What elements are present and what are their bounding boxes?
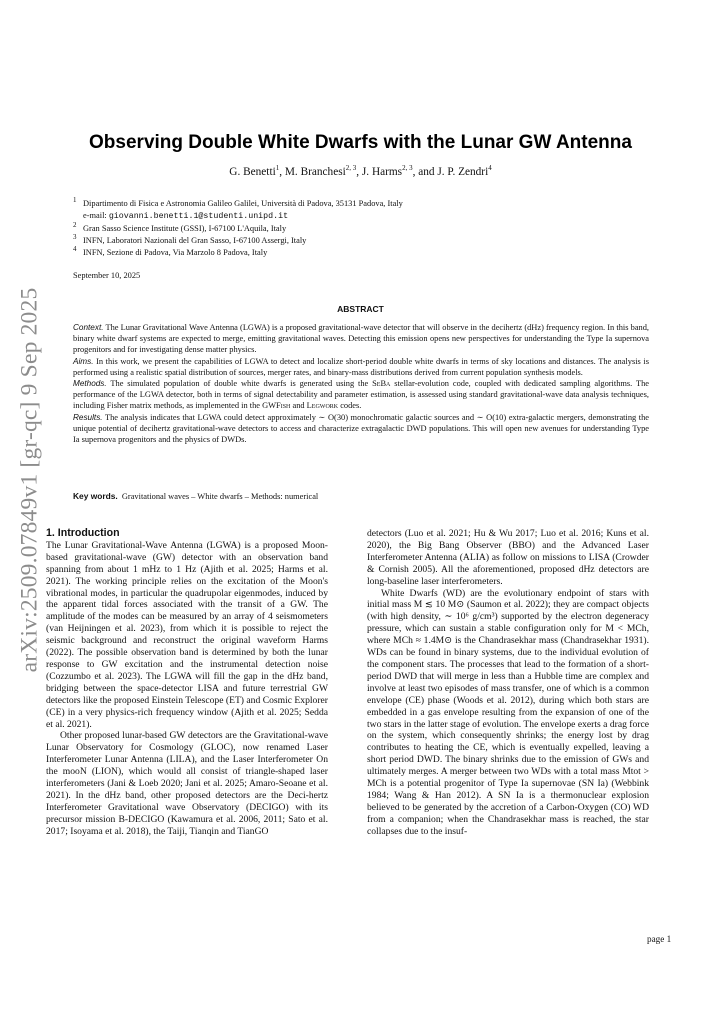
- arxiv-sidebar-stamp: [10, 287, 50, 673]
- author-name: J. P. Zendri: [437, 166, 489, 178]
- section-heading: 1. Introduction: [46, 527, 120, 539]
- body-paragraph: detectors (Luo et al. 2021; Hu & Wu 2017; Luo et al. 2016; Kuns et al. 2020), the Big Bang Observer (BBO) and the Advanced Laser Interferometer Antenna (ALIA) as follow on missions to LISA (Crowder & Cornish 2005). All the aforementioned, proposed dHz detectors are long-baseline laser interferometers.: [367, 528, 649, 587]
- page-number: page 1: [647, 934, 672, 944]
- abstract-methods-text: and: [290, 401, 307, 411]
- code-name-legwork: Legwork: [306, 401, 339, 411]
- abstract-methods-text: stellar-evolution code, coupled with dedicated sampling algorithms. The performance of the LGWA detector, both in terms of signal detectability and parameter estimation, is assessed using standard gravitational-wave data analysis techniques, including Fisher matrix methods, as implemented in the: [73, 379, 649, 411]
- author-affiliation-mark: 4: [488, 164, 492, 173]
- abstract-heading: ABSTRACT: [337, 304, 384, 314]
- abstract-results: [73, 412, 649, 446]
- abstract-results-text: The analysis indicates that LGWA could detect approximately ∼ O(30) monochromatic galactic sources and ∼ O(10) extra-galactic mergers, demonstrating the unique potential of decihertz gravitational-wave detectors to access and characterize extragalactic DWD populations. This will open new avenues for understanding Type Ia supernova progenitors and the physics of DWDs.: [73, 412, 649, 445]
- corresponding-email: [83, 210, 653, 223]
- code-name-gwfish: GWFish: [262, 401, 291, 411]
- affiliation-text: Gran Sasso Science Institute (GSSI), I-67100 L'Aquila, Italy: [83, 224, 287, 233]
- author-name: G. Benetti: [229, 166, 276, 178]
- abstract-methods-text: codes.: [338, 401, 362, 411]
- body-paragraph: The Lunar Gravitational-Wave Antenna (LGWA) is a proposed Moon-based gravitational-wave (GW) detector with an observation band spanning from about 1 mHz to 1 Hz (Ajith et al. 2025; Harms et al. 2021). The working principle relies on the excitation of the Moon's vibrational modes, in particular the quadrupolar eigenmodes, induced by the apparent tidal forces associated with the transit of a GW. The amplitude of the modes can be measured by an array of 4 seismometers (van Heijningen et al. 2023), from which it is possible to reject the seismic background and reconstruct the original waveform Harms (2022). The possible observation band is determined by both the lunar response to GW excitation and the instrumental detection noise (Cozzumbo et al. 2023). The LGWA will fill the gap in the dHz band, bridging between the space-detector LISA and future terrestrial GW detectors like the proposed Einstein Telescope (ET) and Cosmic Explorer (CE) in a very physics-rich frequency window (Ajith et al. 2025; Sedda et al. 2021).: [46, 539, 328, 730]
- author-list: [0, 166, 721, 178]
- affiliation-item: $^3$ INFN, Laboratori Nazionali del Gran Sasso, I-67100 Assergi, Italy: [73, 233, 307, 245]
- body-paragraph: Other proposed lunar-based GW detectors are the Gravitational-wave Lunar Observatory for Cosmology (GLOC), now renamed Laser Interferometer Lunar Antenna (LILA), and the Laser Interferometer On the mooN (LION), which would all consist of triangle-shaped laser interferometers (Jani & Loeb 2020; Jani et al. 2025; Amaro-Seoane et al. 2021). In the dHz band, other proposed detectors are the Deci-hertz Interferometer Gravitational wave Observatory (DECIGO) with its precursor mission B-DECIGO (Kawamura et al. 2006, 2011; Sato et al. 2017; Isoyama et al. 2018), the Taiji, Tianqin and TianGO: [46, 730, 328, 837]
- author-name: M. Branchesi: [284, 166, 346, 178]
- author-separator: , and: [412, 166, 438, 178]
- keywords-line: [73, 491, 318, 501]
- arxiv-identifier: arXiv:2509.07849v1 [gr-qc] 9 Sep 2025: [16, 287, 43, 673]
- abstract-methods-label: Methods.: [73, 379, 107, 389]
- abstract-context-label: Context.: [73, 323, 104, 332]
- body-column-left: [46, 528, 328, 838]
- paper-title: Observing Double White Dwarfs with the Lunar GW Antenna: [89, 132, 632, 153]
- author-separator: ,: [356, 166, 362, 178]
- keywords-label: Key words.: [73, 491, 118, 501]
- publication-date: September 10, 2025: [73, 271, 141, 280]
- abstract-context: [73, 322, 649, 356]
- affiliation-list: [73, 198, 653, 259]
- affiliation-text: Dipartimento di Fisica e Astronomia Galileo Galilei, Università di Padova, 35131 Padova, Italy: [83, 199, 403, 208]
- abstract-results-label: Results.: [73, 412, 103, 422]
- author-affiliation-mark: 2, 3: [402, 164, 413, 173]
- abstract-methods-text: The simulated population of double white dwarfs is generated using the: [106, 379, 373, 389]
- author-affiliation-mark: 2, 3: [345, 164, 357, 173]
- abstract-aims: [73, 356, 649, 378]
- abstract-aims-text: In this work, we present the capabilities of LGWA to detect and localize short-period double white dwarfs in terms of sky locations and distances. The analysis is performed using a realistic spatial distribution of sources, merger rates, and binary-mass distributions derived from current population synthesis models.: [73, 356, 649, 377]
- affiliation-text: INFN, Laboratori Nazionali del Gran Sasso, I-67100 Assergi, Italy: [83, 236, 307, 245]
- author-name: J. Harms: [361, 166, 403, 178]
- author-affiliation-mark: 1: [275, 164, 280, 173]
- abstract-aims-label: Aims.: [73, 356, 94, 366]
- email-label: e-mail:: [83, 211, 109, 220]
- affiliation-item: $^1$ Dipartimento di Fisica e Astronomia Galileo Galilei, Università di Padova, 35131 Padova, Italy: [73, 196, 403, 208]
- abstract-methods: [73, 378, 649, 412]
- abstract-context-text: The Lunar Gravitational Wave Antenna (LGWA) is a proposed gravitational-wave detector that will observe in the decihertz (dHz) frequency region. In this band, binary white dwarf systems are expected to merge, emitting gravitational waves. Detecting this emission opens new perspectives for understanding the Type Ia supernova progenitors and for investigating dense matter physics.: [73, 323, 649, 355]
- affiliation-text: INFN, Sezione di Padova, Via Marzolo 8 Padova, Italy: [83, 248, 268, 257]
- code-name-seba: SeBa: [372, 379, 391, 389]
- keywords-text: Gravitational waves – White dwarfs – Methods: numerical: [121, 492, 319, 501]
- email-address[interactable]: giovanni.benetti.1@studenti.unipd.it: [108, 212, 289, 221]
- body-paragraph: White Dwarfs (WD) are the evolutionary endpoint of stars with initial mass M ≲ 10 M⊙ (Saumon et al. 2022); they are compact objects (with high density, ∼ 10⁶ g/cm³) supported by the electron degeneracy pressure, which can sustain a stable configuration only for M < MCh, where MCh ≈ 1.4M⊙ is the Chandrasekhar mass (Chandrasekhar 1931). WDs can be found in binary systems, due to the individual evolution of the component stars. The processes that lead to the formation of a short-period DWD that will merge in less than a Hubble time are complex and involve at least two episodes of mass transfer, one of which is a common envelope (CE) phase (Woods et al. 2012), during which both stars are embedded in a gas envelope resulting from the expansion of one of the two stars in the latter stage of evolution. The envelope exerts a drag force on the system, which consequently shrinks; the energy lost by drag contributes to heating the CE, which is eventually expelled, leaving a short period DWD. The binary shrinks due to the emission of GWs and ultimately merges. A merger between two WDs with a total mass Mtot > MCh is a potential progenitor of Type Ia supernovae (SN Ia) (Webbink 1984; Wang & Han 2012). A SN Ia is a thermonuclear explosion believed to be generated by the accretion of a Carbon-Oxygen (CO) WD from a companion; when the Chandrasekhar mass is reached, the star collapses due to the insuf-: [367, 587, 649, 837]
- body-column-right: [367, 528, 649, 838]
- author-separator: ,: [279, 166, 285, 178]
- abstract-body: [73, 322, 649, 445]
- affiliation-item: $^2$ Gran Sasso Science Institute (GSSI), I-67100 L'Aquila, Italy: [73, 221, 287, 233]
- affiliation-item: $^4$ INFN, Sezione di Padova, Via Marzolo 8 Padova, Italy: [73, 245, 268, 257]
